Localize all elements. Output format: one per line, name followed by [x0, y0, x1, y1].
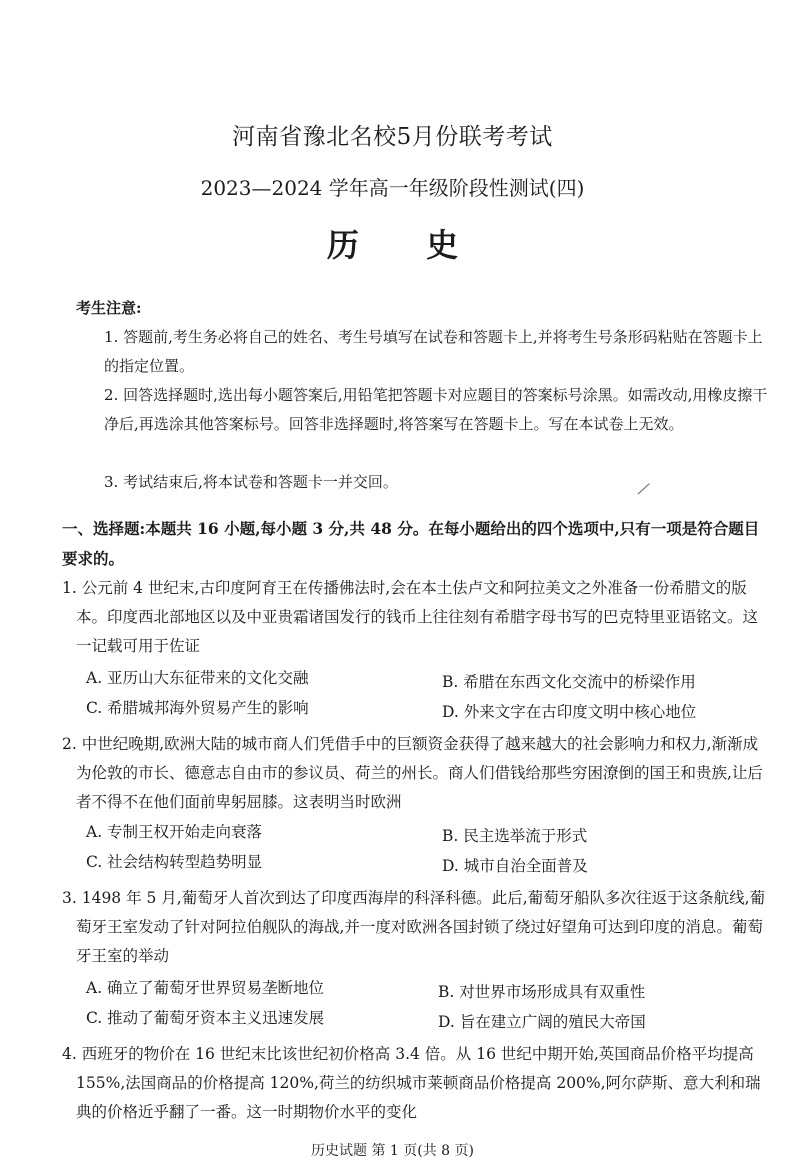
question-stem: 3. 1498 年 5 月,葡萄牙人首次到达了印度西海岸的科泽科德。此后,葡萄牙船队多次往返于这条航线,葡萄牙王室发动了针对阿拉伯舰队的海战,并一度对欧洲各国封锁了绕过好望角可达到印度的消息。葡萄牙王室的举动 [62, 889, 766, 965]
option-a: A. 专制王权开始走向衰落 [86, 823, 263, 841]
notice-heading: 考生注意: [76, 299, 142, 317]
option-d: D. 城市自治全面普及 [442, 857, 588, 875]
option-c: C. 希腊城邦海外贸易产生的影响 [86, 699, 309, 717]
option-d: D. 外来文字在古印度文明中核心地位 [442, 703, 697, 721]
option-c: C. 社会结构转型趋势明显 [86, 853, 263, 871]
notice-item: 2. 回答选择题时,选出每小题答案后,用铅笔把答题卡对应题目的答案标号涂黑。如需改动,用橡皮擦干净后,再选涂其他答案标号。回答非选择题时,将答案写在答题卡上。写在本试卷上无效。 [104, 386, 768, 433]
question-stem: 4. 西班牙的物价在 16 世纪末比该世纪初价格高 3.4 倍。从 16 世纪中期开始,英国商品价格平均提高 155%,法国商品的价格提高 120%,荷兰的纺织城市莱顿商品价格提高 200%,阿尔萨斯、意大利和瑞典的价格近乎翻了一番。这一时期物价水平的变化 [62, 1045, 761, 1121]
page-footer: 历史试题 第 1 页(共 8 页) [311, 1143, 474, 1159]
option-d: D. 旨在建立广阔的殖民大帝国 [438, 1013, 646, 1031]
question-1 [62, 574, 768, 661]
option-c: C. 推动了葡萄牙资本主义迅速发展 [86, 1009, 325, 1027]
stray-pen-mark: ╱ [637, 481, 650, 497]
section-heading: 一、选择题:本题共 16 小题,每小题 3 分,共 48 分。在每小题给出的四个选项中,只有一项是符合题目要求的。 [62, 519, 760, 568]
question-3 [62, 884, 768, 971]
question-2 [62, 730, 768, 817]
notice-item: 3. 考试结束后,将本试卷和答题卡一并交回。 [104, 473, 398, 491]
option-a: A. 亚历山大东征带来的文化交融 [86, 669, 309, 687]
question-stem: 2. 中世纪晚期,欧洲大陆的城市商人们凭借手中的巨额资金获得了越来越大的社会影响力和权力,渐渐成为伦敦的市长、德意志自由市的参议员、荷兰的州长。商人们借钱给那些穷困潦倒的国王和贵族,让后者不得不在他们面前卑躬屈膝。这表明当时欧洲 [62, 735, 763, 811]
subject-title: 历 史 [326, 226, 487, 264]
exam-subtitle: 2023—2024 学年高一年级阶段性测试(四) [200, 176, 585, 200]
question-4 [62, 1040, 768, 1127]
exam-title: 河南省豫北名校5月份联考考试 [232, 124, 553, 150]
option-b: B. 希腊在东西文化交流中的桥梁作用 [442, 673, 696, 691]
option-b: B. 对世界市场形成具有双重性 [438, 983, 646, 1001]
option-a: A. 确立了葡萄牙世界贸易垄断地位 [86, 979, 325, 997]
question-stem: 1. 公元前 4 世纪末,古印度阿育王在传播佛法时,会在本土佉卢文和阿拉美文之外准备一份希腊文的版本。印度西北部地区以及中亚贵霜诸国发行的钱币上往往刻有希腊字母书写的巴克特里亚语铭文。这一记载可用于佐证 [62, 579, 759, 655]
notice-item: 1. 答题前,考生务必将自己的姓名、考生号填写在试卷和答题卡上,并将考生号条形码粘贴在答题卡上的指定位置。 [104, 328, 763, 375]
option-b: B. 民主选举流于形式 [442, 827, 588, 845]
